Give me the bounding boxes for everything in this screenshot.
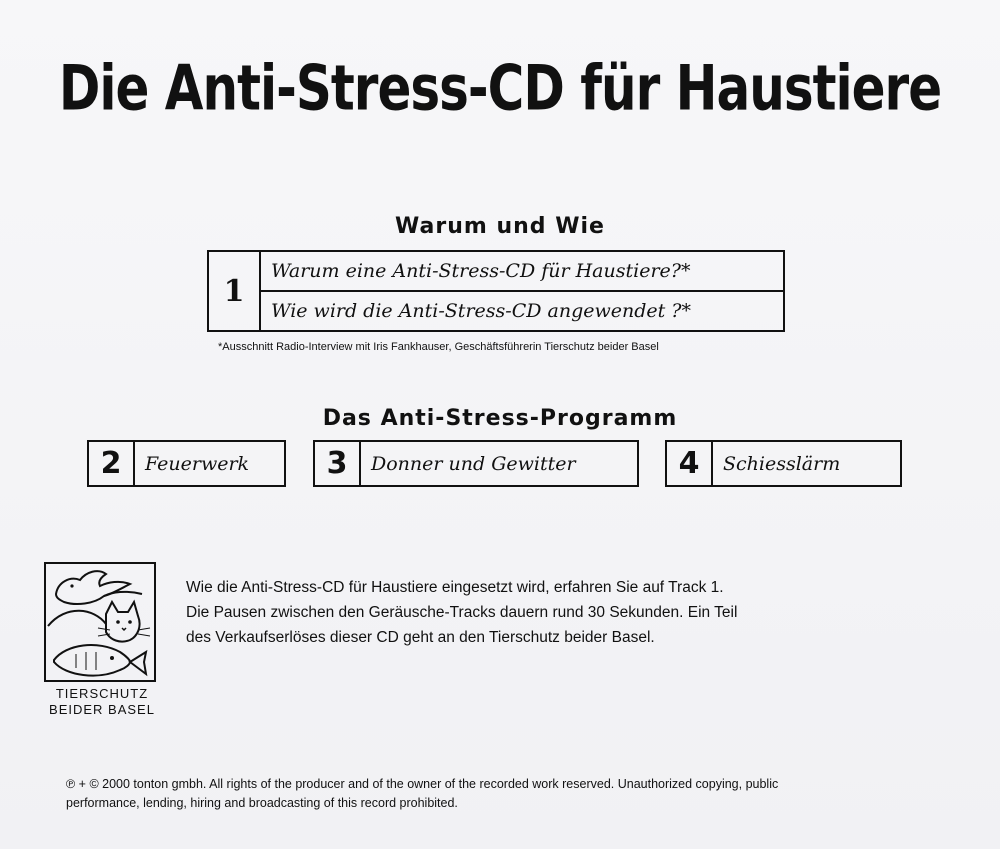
copyright-notice <box>66 775 926 813</box>
track-2-box <box>87 440 286 487</box>
copyright-line: ℗ + © 2000 tonton gmbh. All rights of the producer and of the owner of the recorded work reserved. Unauthorized copying, public <box>66 777 779 791</box>
section-heading-warum-und-wie: Warum und Wie <box>395 214 605 239</box>
tierschutz-logo <box>44 562 156 682</box>
track-1-item: Warum eine Anti-Stress-CD für Haustiere?* <box>271 260 691 282</box>
animal-logo-icon <box>46 564 154 680</box>
description-line: Die Pausen zwischen den Geräusche-Tracks dauern rund 30 Sekunden. Ein Teil <box>186 604 738 621</box>
track-label: Schiesslärm <box>723 452 841 475</box>
page-title: Die Anti-Stress-CD für Haustiere <box>58 52 942 125</box>
track-4-box <box>665 440 902 487</box>
track-number: 1 <box>209 252 261 330</box>
logo-line-2: BEIDER BASEL <box>49 702 155 717</box>
track-number: 2 <box>89 442 135 485</box>
track-3-box <box>313 440 639 487</box>
track-number: 4 <box>667 442 713 485</box>
track-number: 3 <box>315 442 361 485</box>
description-line: Wie die Anti-Stress-CD für Haustiere eingesetzt wird, erfahren Sie auf Track 1. <box>186 579 724 596</box>
copyright-line: performance, lending, hiring and broadcasting of this record prohibited. <box>66 796 458 810</box>
footnote: *Ausschnitt Radio-Interview mit Iris Fankhauser, Geschäftsführerin Tierschutz beider Basel <box>218 341 659 353</box>
track-1-box <box>207 250 785 332</box>
section-heading-programm: Das Anti-Stress-Programm <box>322 406 678 431</box>
description-text <box>186 575 826 650</box>
description-line: des Verkaufserlöses dieser CD geht an den Tierschutz beider Basel. <box>186 629 655 646</box>
track-label: Donner und Gewitter <box>371 452 576 475</box>
track-1-item: Wie wird die Anti-Stress-CD angewendet ?* <box>261 290 783 330</box>
track-label: Feuerwerk <box>145 452 250 475</box>
logo-line-1: TIERSCHUTZ <box>55 686 149 701</box>
